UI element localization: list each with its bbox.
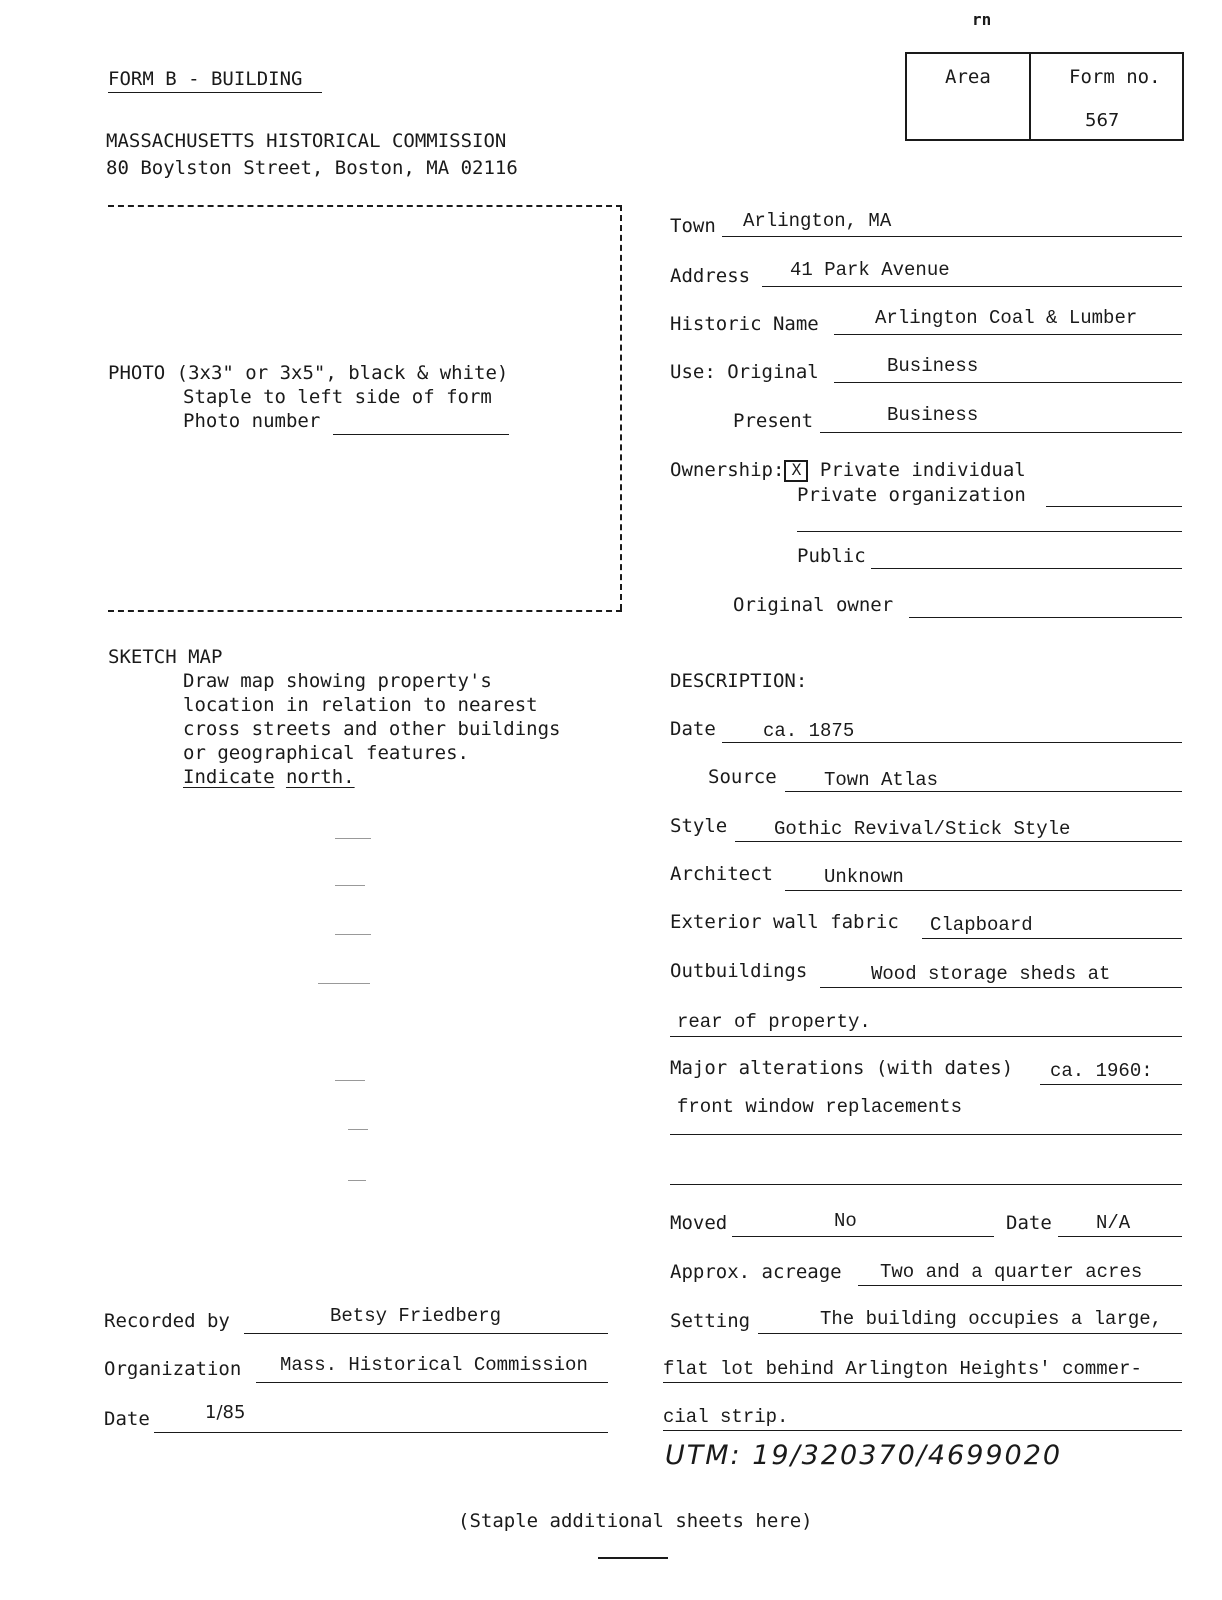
historic-name-line [834, 334, 1182, 335]
outbuildings-label: Outbuildings [670, 960, 808, 982]
moved-label: Moved [670, 1212, 728, 1234]
setting-value-2: flat lot behind Arlington Heights' commer- [663, 1358, 1142, 1380]
form-no-value: 567 [1085, 110, 1120, 131]
historic-name-label: Historic Name [670, 313, 819, 335]
sketch-mark [335, 885, 365, 886]
commission-name: MASSACHUSETTS HISTORICAL COMMISSION [106, 130, 507, 152]
acreage-line [858, 1285, 1182, 1286]
use-original-label: Use: Original [670, 361, 819, 383]
private-organization-line [1046, 506, 1182, 507]
present-value: Business [887, 404, 979, 426]
use-original-value: Business [887, 355, 979, 377]
present-label: Present [733, 410, 814, 432]
style-line [735, 841, 1182, 842]
photo-border-right [620, 205, 622, 610]
architect-line [785, 890, 1182, 891]
sketch-line-3: cross streets and other buildings [183, 718, 561, 740]
form-title-underline [108, 92, 322, 93]
setting-line-2 [663, 1382, 1182, 1383]
style-value: Gothic Revival/Stick Style [774, 818, 1071, 840]
alterations-label: Major alterations (with dates) [670, 1057, 1014, 1079]
date-line [722, 742, 1182, 743]
town-label: Town [670, 215, 716, 237]
address-value: 41 Park Avenue [790, 259, 950, 281]
area-form-divider [1029, 52, 1031, 139]
present-line [820, 432, 1182, 433]
recorded-by-line [244, 1333, 608, 1334]
wall-fabric-value: Clapboard [930, 914, 1033, 936]
sketch-mark [318, 983, 370, 984]
acreage-label: Approx. acreage [670, 1261, 842, 1283]
recorded-by-value: Betsy Friedberg [330, 1305, 502, 1327]
area-label: Area [945, 66, 991, 88]
moved-date-label: Date [1006, 1212, 1052, 1234]
organization-line [256, 1382, 608, 1383]
outbuildings-value-1: Wood storage sheds at [871, 963, 1111, 985]
source-value: Town Atlas [824, 769, 939, 791]
sketch-indicate-north [183, 766, 355, 788]
use-original-line [834, 382, 1182, 383]
sketch-heading: SKETCH MAP [108, 646, 223, 668]
utm-coordinates: UTM: 19/320370/4699020 [665, 1440, 1063, 1471]
private-organization-line-2 [797, 531, 1182, 532]
acreage-value: Two and a quarter acres [880, 1261, 1143, 1283]
sketch-mark [348, 1180, 366, 1181]
alterations-line-1 [1040, 1084, 1182, 1085]
original-owner-line [909, 617, 1182, 618]
wall-fabric-label: Exterior wall fabric [670, 911, 899, 933]
outbuildings-line-2 [670, 1036, 1182, 1037]
moved-date-value: N/A [1096, 1212, 1131, 1234]
town-line [722, 236, 1182, 237]
public-line [871, 568, 1182, 569]
private-individual-checkbox[interactable]: X [784, 460, 808, 482]
organization-value: Mass. Historical Commission [280, 1354, 588, 1376]
style-label: Style [670, 815, 728, 837]
setting-line-1 [758, 1333, 1182, 1334]
photo-instructions-1: PHOTO (3x3" or 3x5", black & white) [108, 362, 509, 384]
sketch-line-4: or geographical features. [183, 742, 469, 764]
recorder-date-label: Date [104, 1408, 150, 1430]
sketch-line-1: Draw map showing property's [183, 670, 492, 692]
sketch-line-2: location in relation to nearest [183, 694, 538, 716]
photo-number-line [333, 434, 509, 435]
setting-line-3 [663, 1430, 1182, 1431]
sketch-mark [335, 1080, 365, 1081]
historic-name-value: Arlington Coal & Lumber [875, 307, 1138, 329]
architect-label: Architect [670, 863, 773, 885]
top-fragment: rn [972, 10, 992, 29]
public-label: Public [797, 545, 866, 567]
photo-instructions-2: Staple to left side of form [183, 386, 492, 408]
ownership-row [670, 459, 1026, 482]
alterations-value-1: ca. 1960: [1050, 1060, 1153, 1082]
recorder-date-line [154, 1432, 608, 1433]
photo-number-label: Photo number [183, 410, 321, 432]
form-title: FORM B - BUILDING [108, 68, 303, 90]
recorded-by-label: Recorded by [104, 1310, 230, 1332]
moved-line [732, 1236, 994, 1237]
outbuildings-value-2: rear of property. [677, 1011, 871, 1033]
town-value: Arlington, MA [743, 210, 892, 232]
date-value: ca. 1875 [763, 720, 855, 742]
source-label: Source [708, 766, 777, 788]
setting-label: Setting [670, 1310, 751, 1332]
address-label: Address [670, 265, 751, 287]
moved-date-line [1058, 1236, 1182, 1237]
sketch-north: north. [285, 766, 355, 788]
sketch-mark [335, 934, 371, 935]
alterations-line-3 [670, 1184, 1182, 1185]
architect-value: Unknown [824, 866, 904, 888]
original-owner-label: Original owner [733, 594, 894, 616]
sketch-mark [335, 838, 371, 839]
moved-value: No [834, 1210, 857, 1232]
outbuildings-line-1 [820, 987, 1182, 988]
wall-fabric-line [922, 938, 1182, 939]
setting-value-3: cial strip. [663, 1406, 789, 1428]
private-individual-label: Private individual [819, 459, 1026, 481]
private-organization-label: Private organization [797, 484, 1026, 506]
alterations-line-2 [670, 1134, 1182, 1135]
sketch-mark [348, 1129, 368, 1130]
photo-border-top [108, 205, 622, 207]
recorder-date-value: 1/85 [205, 1402, 246, 1423]
form-no-label: Form no. [1069, 66, 1161, 88]
address-line [762, 286, 1182, 287]
footer-mark [598, 1557, 668, 1559]
staple-note: (Staple additional sheets here) [458, 1510, 813, 1532]
commission-address: 80 Boylston Street, Boston, MA 02116 [106, 157, 518, 179]
date-label: Date [670, 718, 716, 740]
source-line [785, 791, 1182, 792]
sketch-indicate: Indicate [183, 766, 275, 788]
ownership-label: Ownership: [670, 459, 785, 481]
setting-value-1: The building occupies a large, [820, 1308, 1163, 1330]
description-heading: DESCRIPTION: [670, 670, 808, 692]
alterations-value-2: front window replacements [677, 1096, 963, 1118]
organization-label: Organization [104, 1358, 242, 1380]
photo-border-bottom [108, 610, 622, 612]
